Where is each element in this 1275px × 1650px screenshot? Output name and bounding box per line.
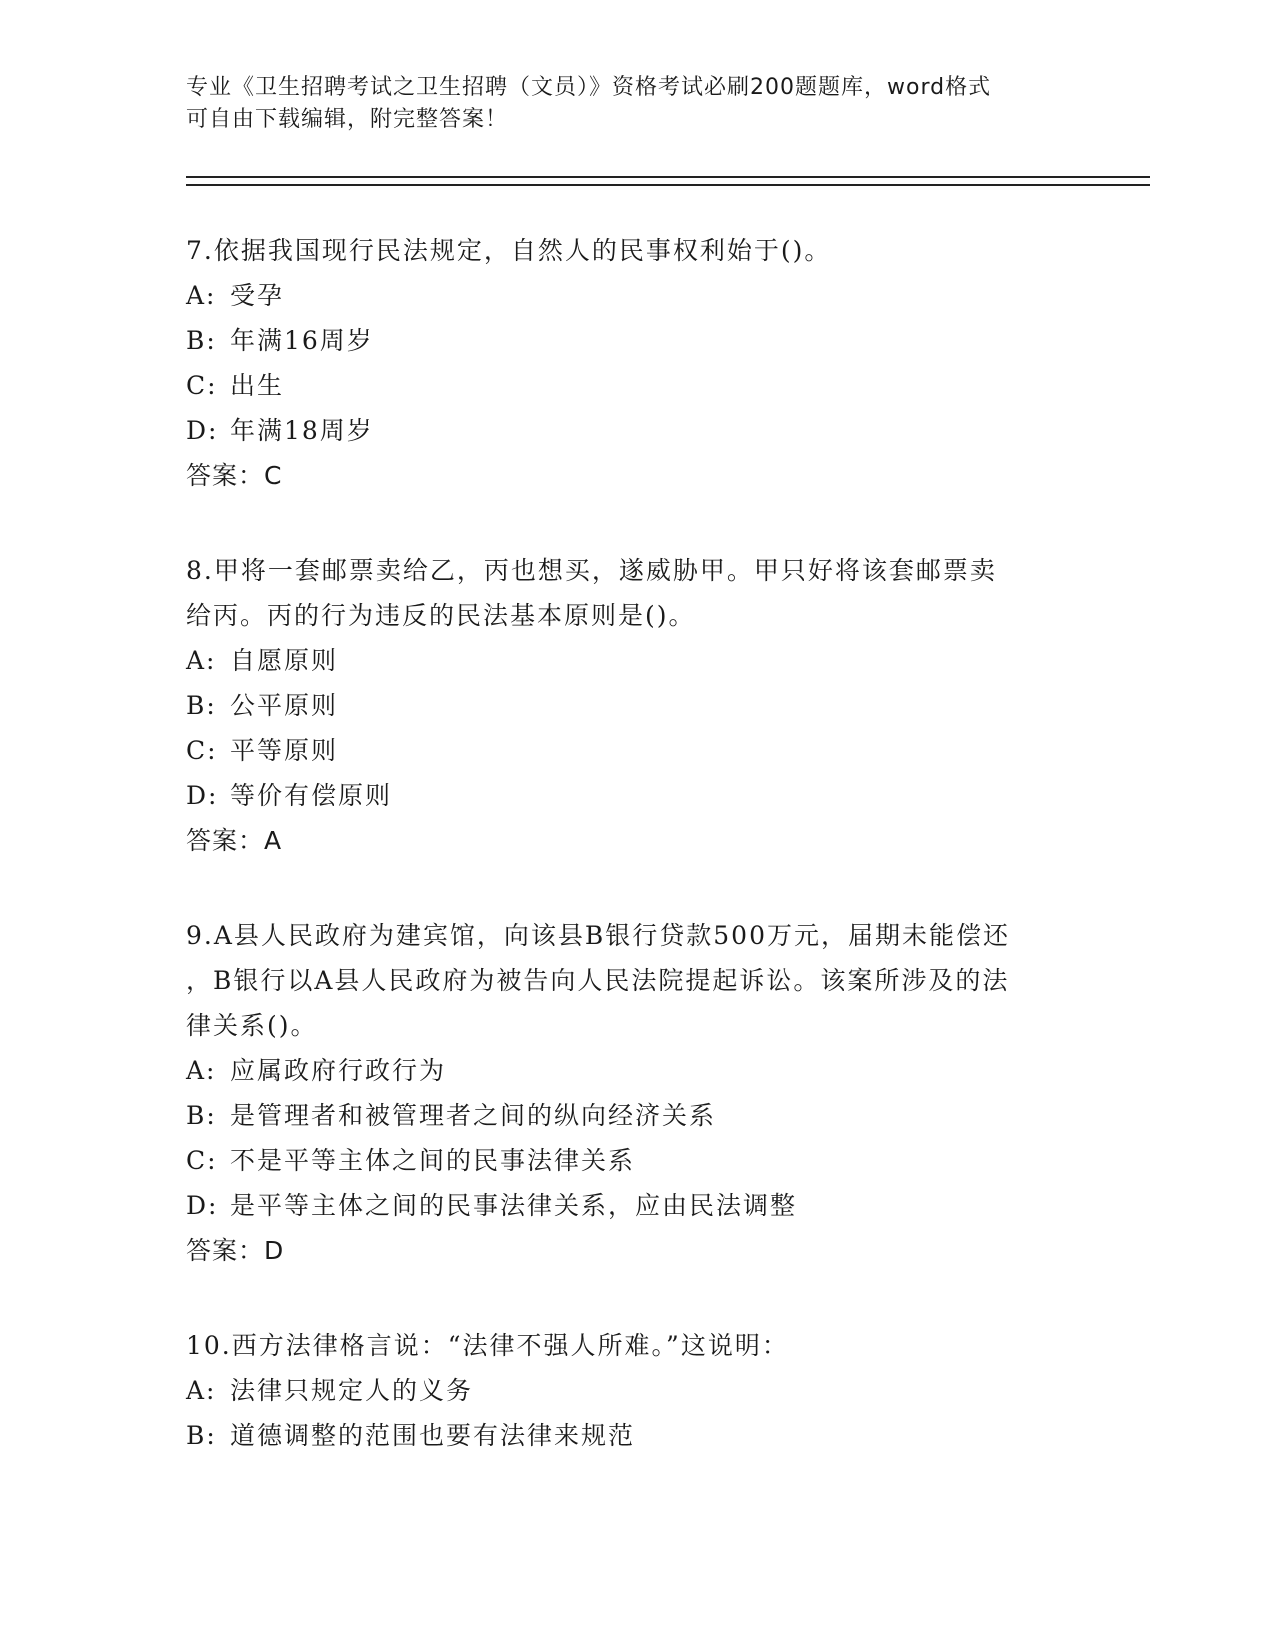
option-key: A: (186, 646, 217, 675)
question-list (186, 228, 1086, 1508)
option-text: 应属政府行政行为 (230, 1056, 447, 1085)
option-key: D: (186, 416, 219, 445)
option-text: 自愿原则 (230, 646, 339, 675)
question-9 (186, 913, 1086, 1273)
question-10 (186, 1323, 1086, 1458)
option-b (186, 1413, 1086, 1458)
question-text: 律关系()。 (186, 1011, 318, 1040)
question-8 (186, 548, 1086, 863)
option-d (186, 408, 1086, 453)
question-text: 10.西方法律格言说：“法律不强人所难。”这说明： (186, 1331, 789, 1360)
option-text: 年满18周岁 (230, 416, 374, 445)
question-7 (186, 228, 1086, 498)
option-text: 等价有偿原则 (230, 781, 393, 810)
option-key: B: (186, 1421, 217, 1450)
option-c (186, 728, 1086, 773)
question-text: ，B银行以A县人民政府为被告向人民法院提起诉讼。该案所涉及的法 (186, 966, 1010, 995)
question-text: 7.依据我国现行民法规定，自然人的民事权利始于()。 (186, 236, 832, 265)
option-text: 是平等主体之间的民事法律关系，应由民法调整 (230, 1191, 798, 1220)
header-line: 可自由下载编辑，附完整答案！ (186, 107, 509, 132)
option-text: 出生 (230, 371, 285, 400)
option-text: 平等原则 (230, 736, 339, 765)
option-key: A: (186, 281, 217, 310)
option-b (186, 683, 1086, 728)
answer-text: 答案：A (186, 826, 283, 855)
option-key: B: (186, 326, 217, 355)
question-text: 9.A县人民政府为建宾馆，向该县B银行贷款500万元，届期未能偿还 (186, 921, 1010, 950)
option-text: 受孕 (230, 281, 285, 310)
option-b (186, 318, 1086, 363)
option-text: 公平原则 (230, 691, 339, 720)
option-c (186, 1138, 1086, 1183)
option-d (186, 773, 1086, 818)
option-key: C: (186, 736, 218, 765)
option-text: 是管理者和被管理者之间的纵向经济关系 (230, 1101, 717, 1130)
option-b (186, 1093, 1086, 1138)
option-text: 道德调整的范围也要有法律来规范 (230, 1421, 636, 1450)
option-a (186, 638, 1086, 683)
option-text: 不是平等主体之间的民事法律关系 (230, 1146, 636, 1175)
option-key: D: (186, 1191, 219, 1220)
question-text: 8.甲将一套邮票卖给乙，丙也想买，遂威胁甲。甲只好将该套邮票卖 (186, 556, 997, 585)
option-key: C: (186, 371, 218, 400)
answer-text: 答案：D (186, 1236, 285, 1265)
option-key: A: (186, 1376, 217, 1405)
option-key: B: (186, 1101, 217, 1130)
answer-text: 答案：C (186, 461, 283, 490)
option-key: A: (186, 1056, 217, 1085)
option-key: D: (186, 781, 219, 810)
option-d (186, 1183, 1086, 1228)
option-text: 法律只规定人的义务 (230, 1376, 474, 1405)
option-key: B: (186, 691, 217, 720)
option-a (186, 1368, 1086, 1413)
question-text: 给丙。丙的行为违反的民法基本原则是()。 (186, 601, 696, 630)
option-text: 年满16周岁 (230, 326, 374, 355)
document-header (186, 72, 1066, 136)
header-divider (186, 176, 1150, 186)
option-key: C: (186, 1146, 218, 1175)
header-line: 专业《卫生招聘考试之卫生招聘（文员）》资格考试必刷200题题库，word格式 (186, 75, 992, 100)
option-a (186, 1048, 1086, 1093)
option-a (186, 273, 1086, 318)
option-c (186, 363, 1086, 408)
